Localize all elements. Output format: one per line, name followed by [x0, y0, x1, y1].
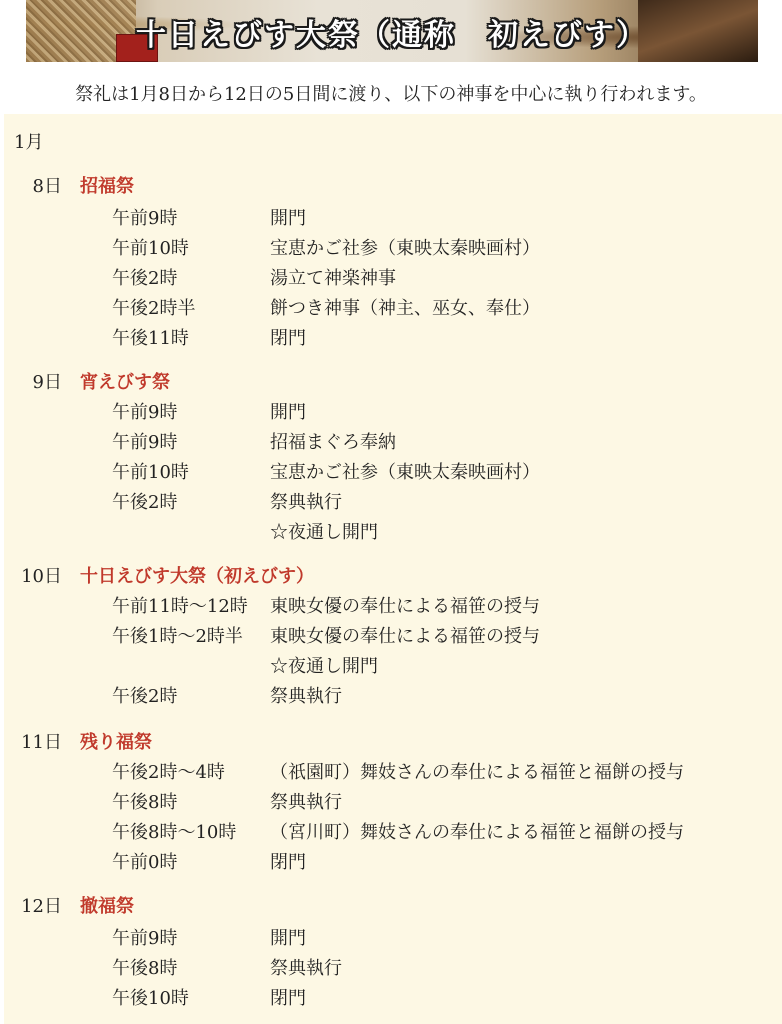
time-label: 午後10時: [112, 988, 189, 1009]
event-label: 閉門: [270, 988, 306, 1009]
day-number: 9日: [32, 372, 62, 393]
event-label: 湯立て神楽神事: [270, 268, 396, 289]
time-label: 午前0時: [112, 852, 178, 873]
event-label: 閉門: [270, 852, 306, 873]
time-label: 午後2時: [112, 686, 178, 707]
event-label: 開門: [270, 208, 306, 229]
event-label: 開門: [270, 928, 306, 949]
event-label: 宝恵かご社参（東映太秦映画村）: [270, 238, 540, 259]
day-number: 11日: [21, 732, 62, 753]
event-label: 祭典執行: [270, 958, 342, 979]
time-label: 午後2時半: [112, 298, 196, 319]
time-label: 午後1時～2時半: [112, 626, 243, 647]
time-label: 午前9時: [112, 928, 178, 949]
time-label: 午後11時: [112, 328, 189, 349]
time-label: 午前10時: [112, 462, 189, 483]
event-label: ☆夜通し開門: [270, 522, 378, 543]
day-number: 8日: [32, 176, 62, 197]
banner-title: 十日えびす大祭（通称 初えびす）: [136, 18, 648, 53]
event-label: ☆夜通し開門: [270, 656, 378, 677]
event-label: 宝恵かご社参（東映太秦映画村）: [270, 462, 540, 483]
time-label: 午前9時: [112, 432, 178, 453]
time-label: 午後8時～10時: [112, 822, 237, 843]
festival-title: 残り福祭: [80, 732, 152, 753]
event-label: 祭典執行: [270, 792, 342, 813]
time-label: 午後2時: [112, 492, 178, 513]
festival-title: 十日えびす大祭（初えびす）: [80, 566, 314, 587]
time-label: 午後8時: [112, 958, 178, 979]
time-label: 午後8時: [112, 792, 178, 813]
event-label: 祭典執行: [270, 686, 342, 707]
event-label: 開門: [270, 402, 306, 423]
schedule-panel: [4, 114, 782, 1024]
event-label: （宮川町）舞妓さんの奉仕による福笹と福餅の授与: [270, 822, 684, 843]
time-label: 午前11時～12時: [112, 596, 248, 617]
event-label: （祇園町）舞妓さんの奉仕による福笹と福餅の授与: [270, 762, 684, 783]
festival-title: 招福祭: [80, 176, 134, 197]
festival-title: 撤福祭: [80, 896, 134, 917]
day-number: 12日: [21, 896, 62, 917]
event-label: 東映女優の奉仕による福笹の授与: [270, 596, 540, 617]
festival-title: 宵えびす祭: [80, 372, 170, 393]
event-label: 招福まぐろ奉納: [270, 432, 396, 453]
time-label: 午前9時: [112, 208, 178, 229]
time-label: 午前10時: [112, 238, 189, 259]
event-label: 餅つき神事（神主、巫女、奉仕）: [270, 298, 540, 319]
header-banner: [26, 0, 758, 62]
intro-text: 祭礼は1月8日から12日の5日間に渡り、以下の神事を中心に執り行われます。: [75, 84, 707, 105]
event-label: 祭典執行: [270, 492, 342, 513]
month-label: 1月: [14, 132, 44, 153]
time-label: 午後2時～4時: [112, 762, 225, 783]
event-label: 閉門: [270, 328, 306, 349]
day-number: 10日: [21, 566, 62, 587]
event-label: 東映女優の奉仕による福笹の授与: [270, 626, 540, 647]
time-label: 午前9時: [112, 402, 178, 423]
time-label: 午後2時: [112, 268, 178, 289]
